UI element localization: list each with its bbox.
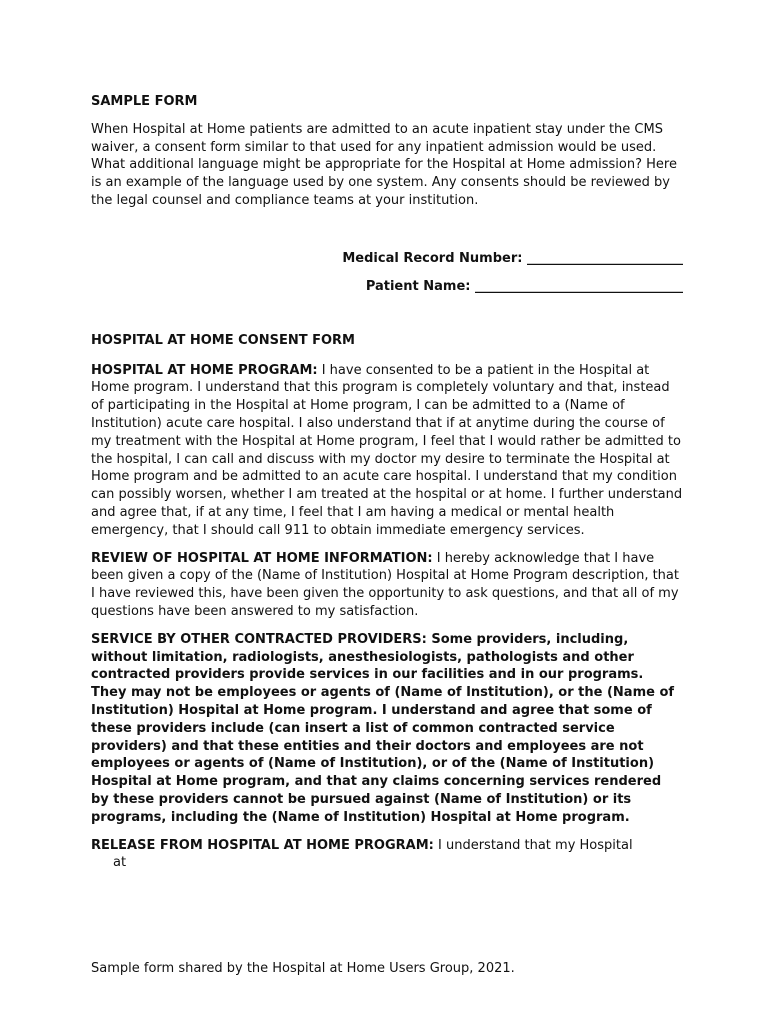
release-label: RELEASE FROM HOSPITAL AT HOME PROGRAM: (91, 837, 434, 853)
release-text: I understand that my Hospital (433, 837, 633, 853)
release-continuation: at (113, 855, 127, 871)
mrn-label: Medical Record Number: (342, 250, 523, 266)
program-label: HOSPITAL AT HOME PROGRAM: (91, 362, 318, 378)
program-paragraph (91, 362, 683, 540)
intro-paragraph: When Hospital at Home patients are admitted to an acute inpatient stay under the CMS waiver, a consent form similar to that used for any inpatient admission would be used. What additional language might be appropriate for the Hospital at Home admission? Here is an example of the language used by one system. Any consents should be reviewed by the legal counsel and compliance teams at your institution. (91, 121, 677, 208)
review-label: REVIEW OF HOSPITAL AT HOME INFORMATION: (91, 550, 433, 566)
record-fields (91, 250, 683, 296)
sample-form-heading: SAMPLE FORM (91, 94, 198, 109)
service-paragraph: SERVICE BY OTHER CONTRACTED PROVIDERS: Some providers, including, without limitation, radiologists, anesthesiologists, pathologists and other contracted providers provide services in our facilities and in our programs. They may not be employees or agents of (Name of Institution), or the (Name of Institution) Hospital at Home program. I understand and agree that some of these providers include (can insert a list of common contracted service providers) and that these entities and their doctors and employees are not employees or agents of (Name of Institution), or of the (Name of Institution) Hospital at Home program, and that any claims concerning services rendered by these providers cannot be pursued against (Name of Institution) or its programs, including the (Name of Institution) Hospital at Home program. (91, 631, 675, 825)
release-paragraph (91, 837, 683, 873)
document-page (91, 93, 683, 882)
patient-name-field (91, 278, 683, 296)
footer-note: Sample form shared by the Hospital at Home Users Group, 2021. (91, 961, 515, 976)
consent-form-title: HOSPITAL AT HOME CONSENT FORM (91, 332, 355, 348)
patient-name-blank-line: ________________________________ (475, 278, 683, 294)
medical-record-number-field (91, 250, 683, 268)
review-text: I hereby acknowledge that I have been given a copy of the (Name of Institution) Hospital at Home Program description, that I have reviewed this, have been given the opportunity to ask questions, and that all of my questions have been answered to my satisfaction. (91, 550, 679, 619)
program-text: I have consented to be a patient in the Hospital at Home program. I understand that this program is completely voluntary and that, instead of participating in the Hospital at Home program, I can be admitted to a (Name of Institution) acute care hospital. I also understand that if at anytime during the course of my treatment with the Hospital at Home program, I feel that I would rather be admitted to the hospital, I can call and discuss with my doctor my desire to terminate the Hospital at Home program and be admitted to an acute care hospital. I understand that my condition can possibly worsen, whether I am treated at the hospital or at home. I further understand and agree that, if at any time, I feel that I am having a medical or mental health emergency, that I should call 911 to obtain immediate emergency services. (91, 362, 683, 538)
patient-name-label: Patient Name: (365, 278, 471, 294)
review-paragraph (91, 550, 683, 621)
mrn-blank-line: ________________________ (527, 250, 683, 266)
